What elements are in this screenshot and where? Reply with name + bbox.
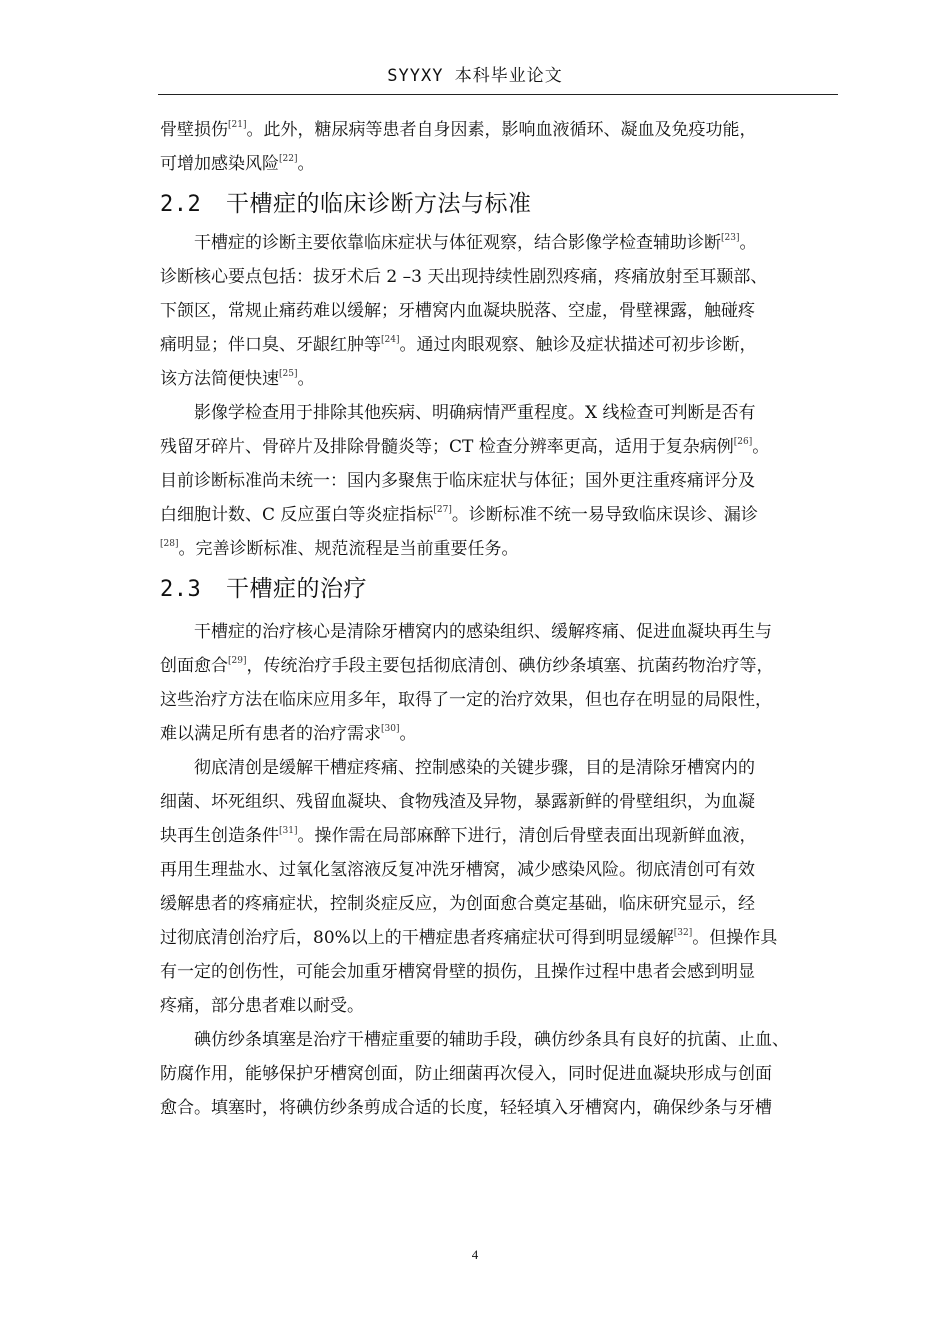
text-line: 影像学检查用于排除其他疾病、明确病情严重程度。X 线检查可判断是否有 xyxy=(194,403,756,423)
citation-ref: [21] xyxy=(228,120,247,130)
text-line: 目前诊断标准尚未统一：国内多聚焦于临床症状与体征；国外更注重疼痛评分及 xyxy=(160,471,755,491)
citation-ref: [30] xyxy=(381,724,400,734)
text-line: 细菌、坏死组织、残留血凝块、食物残渣及异物，暴露新鲜的骨壁组织，为血凝 xyxy=(160,792,755,812)
text-line: 再用生理盐水、过氧化氢溶液反复冲洗牙槽窝，减少感染风险。彻底清创可有效 xyxy=(160,860,755,880)
section-title: 干槽症的治疗 xyxy=(226,576,367,602)
text-line: 碘仿纱条填塞是治疗干槽症重要的辅助手段，碘仿纱条具有良好的抗菌、止血、 xyxy=(194,1030,789,1050)
text-line: 防腐作用，能够保护牙槽窝创面，防止细菌再次侵入，同时促进血凝块形成与创面 xyxy=(160,1064,772,1084)
text-run: 。 xyxy=(752,437,770,457)
citation-ref: [29] xyxy=(228,656,247,666)
page-header-title: SYYXY 本科毕业论文 xyxy=(387,66,563,86)
section-heading-2-3 xyxy=(160,566,850,613)
paragraph-continued xyxy=(160,113,850,181)
section-number: 2.2 xyxy=(160,192,202,217)
text-run: 。诊断标准不统一易导致临床误诊、漏诊 xyxy=(451,505,758,525)
text-run: 残留牙碎片、骨碎片及排除骨髓炎等；CT 检查分辨率更高，适用于复杂病例 xyxy=(160,437,734,457)
paragraph-diagnosis-clinical xyxy=(160,226,850,396)
section-heading-2-2 xyxy=(160,181,850,228)
text-line: 有一定的创伤性，可能会加重牙槽窝骨壁的损伤，且操作过程中患者会感到明显 xyxy=(160,962,755,982)
text-run: 。 xyxy=(297,369,315,389)
section-number: 2.3 xyxy=(160,577,202,602)
paragraph-diagnosis-imaging xyxy=(160,396,850,566)
text-run: 。 xyxy=(739,233,757,253)
citation-ref: [27] xyxy=(433,505,452,515)
text-line: 彻底清创是缓解干槽症疼痛、控制感染的关键步骤，目的是清除牙槽窝内的 xyxy=(194,758,755,778)
citation-ref: [26] xyxy=(733,437,753,447)
text-run: 。此外，糖尿病等患者自身因素，影响血液循环、凝血及免疫功能， xyxy=(246,120,757,140)
paragraph-iodoform-gauze xyxy=(160,1023,850,1125)
text-run: 难以满足所有患者的治疗需求 xyxy=(160,724,381,744)
citation-ref: [28] xyxy=(160,539,179,549)
citation-ref: [32] xyxy=(673,928,693,938)
text-run: 骨壁损伤 xyxy=(160,120,228,140)
text-run: 干槽症的诊断主要依靠临床症状与体征观察，结合影像学检查辅助诊断 xyxy=(194,233,721,253)
text-line: 这些治疗方法在临床应用多年，取得了一定的治疗效果，但也存在明显的局限性， xyxy=(160,690,772,710)
text-run: 。通过肉眼观察、触诊及症状描述可初步诊断， xyxy=(399,335,757,355)
text-run: 可增加感染风险 xyxy=(160,154,279,174)
text-line: 缓解患者的疼痛症状，控制炎症反应，为创面愈合奠定基础，临床研究显示，经 xyxy=(160,894,755,914)
text-run: 痛明显；伴口臭、牙龈红肿等 xyxy=(160,335,381,355)
text-run: 。操作需在局部麻醉下进行，清创后骨壁表面出现新鲜血液， xyxy=(297,826,757,846)
section-title: 干槽症的临床诊断方法与标准 xyxy=(226,191,532,217)
text-run: 该方法简便快速 xyxy=(160,369,279,389)
text-run: 。完善诊断标准、规范流程是当前重要任务。 xyxy=(178,539,519,559)
citation-ref: [23] xyxy=(721,233,740,243)
text-line: 干槽症的治疗核心是清除牙槽窝内的感染组织、缓解疼痛、促进血凝块再生与 xyxy=(194,622,772,642)
page-number: 4 xyxy=(471,1247,479,1262)
header-divider xyxy=(158,94,838,95)
citation-ref: [24] xyxy=(381,335,400,345)
text-run: 。 xyxy=(297,154,315,174)
text-line: 疼痛，部分患者难以耐受。 xyxy=(160,996,364,1016)
paragraph-debridement xyxy=(160,751,850,1023)
text-run: 白细胞计数、C 反应蛋白等炎症指标 xyxy=(160,505,434,525)
text-run: 创面愈合 xyxy=(160,656,228,676)
text-run: 过彻底清创治疗后，80%以上的干槽症患者疼痛症状可得到明显缓解 xyxy=(160,928,674,948)
citation-ref: [22] xyxy=(279,154,298,164)
paragraph-treatment-overview xyxy=(160,615,850,751)
text-run: ，传统治疗手段主要包括彻底清创、碘仿纱条填塞、抗菌药物治疗等， xyxy=(246,656,774,676)
text-line: 诊断核心要点包括：拔牙术后 2 –3 天出现持续性剧烈疼痛，疼痛放射至耳颞部、 xyxy=(160,267,768,287)
text-run: 。但操作具 xyxy=(692,928,778,948)
text-line: 下颌区，常规止痛药难以缓解；牙槽窝内血凝块脱落、空虚，骨壁裸露，触碰疼 xyxy=(160,301,755,321)
text-run: 块再生创造条件 xyxy=(160,826,279,846)
document-body xyxy=(160,113,850,1125)
citation-ref: [31] xyxy=(279,826,298,836)
text-run: 。 xyxy=(399,724,417,744)
citation-ref: [25] xyxy=(279,369,298,379)
text-line: 愈合。填塞时，将碘仿纱条剪成合适的长度，轻轻填入牙槽窝内，确保纱条与牙槽 xyxy=(160,1098,772,1118)
